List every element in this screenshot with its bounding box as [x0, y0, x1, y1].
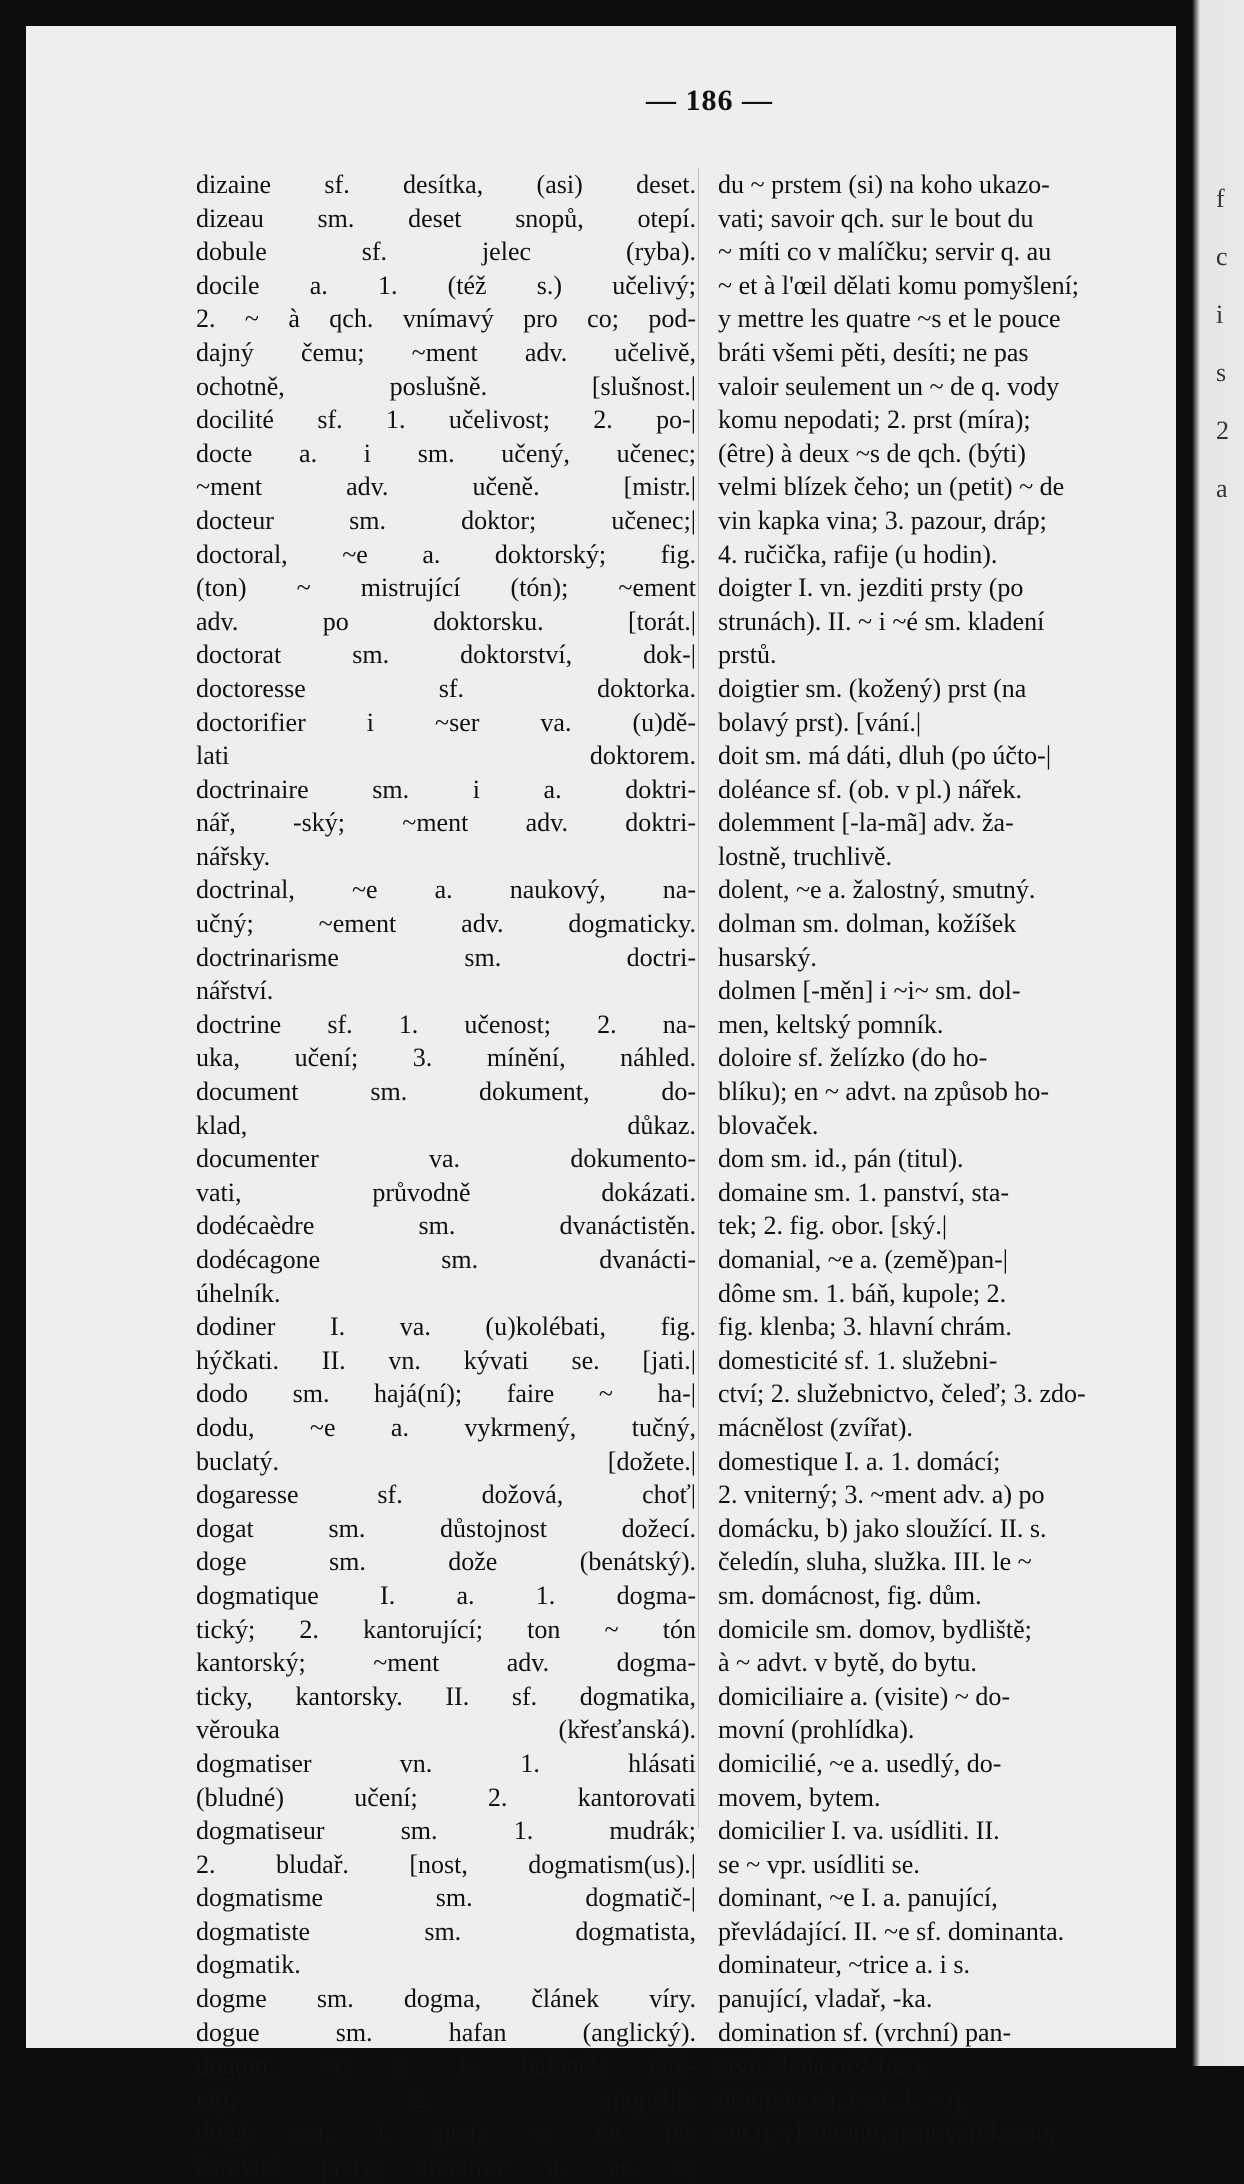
dictionary-line: doigtier sm. (kožený) prst (na — [718, 673, 1027, 703]
next-page-fragment: 2 — [1216, 416, 1229, 445]
dictionary-line: buclatý. [dožete.| — [196, 1446, 696, 1476]
dictionary-line: dôme sm. 1. báň, kupole; 2. — [718, 1278, 1007, 1308]
dictionary-line: ~ment adv. učeně. [mistr.| — [196, 472, 696, 502]
dictionary-line: dajný čemu; ~ment adv. učelivě, — [196, 337, 696, 367]
dictionary-line: husarský. — [718, 942, 817, 972]
dictionary-line: doctoral, ~e a. doktorský; fig. — [196, 539, 696, 569]
dictionary-line: bolavý prst). [vání.| — [718, 707, 922, 737]
right-column — [696, 168, 1218, 2150]
dictionary-line: sur q. vládnouti, panovati komu; — [718, 2118, 1056, 2148]
dictionary-line: doigter I. vn. jezditi prsty (po — [718, 573, 1024, 603]
dictionary-line: du ~ prstem (si) na koho ukazo- — [718, 170, 1050, 199]
dictionary-line: dizeau sm. deset snopů, otepí. — [196, 203, 696, 233]
dictionary-line: prstů. — [718, 640, 777, 670]
dictionary-line: hýčkati. II. vn. kývati se. [jati.| — [196, 1345, 696, 1375]
dictionary-line: document sm. dokument, do- — [196, 1077, 696, 1107]
dictionary-line: dominant, ~e I. a. panující, — [718, 1883, 998, 1913]
dictionary-line: à ~ advt. v bytě, do bytu. — [718, 1648, 977, 1678]
dictionary-line: dogme sm. dogma, článek víry. — [196, 1984, 696, 2014]
dictionary-line: domesticité sf. 1. služebni- — [718, 1345, 998, 1375]
dictionary-line: tický; 2. kantorující; ton ~ tón — [196, 1614, 696, 1644]
dictionary-line: dolemment [-la-mã] adv. ža- — [718, 808, 1014, 838]
dictionary-line: dolent, ~e a. žalostný, smutný. — [718, 875, 1036, 905]
dictionary-line: uka, učení; 3. mínění, náhled. — [196, 1043, 696, 1073]
dictionary-line: dogaresse sf. dožová, choť| — [196, 1480, 696, 1510]
dictionary-line: tek; 2. fig. obor. [ský.| — [718, 1211, 948, 1241]
next-page-fragments — [1216, 170, 1229, 518]
dictionary-line: dom sm. id., pán (titul). — [718, 1144, 964, 1174]
dictionary-line: dogue sm. hafan (anglický). — [196, 2017, 696, 2047]
next-page-fragment: c — [1216, 242, 1228, 271]
dictionary-page — [26, 26, 1176, 2182]
dictionary-line: 2. ~ à qch. vnímavý pro co; pod- — [196, 304, 696, 334]
next-page-edge — [1186, 0, 1244, 2066]
dictionary-line: docteur sm. doktor; učenec;| — [196, 505, 696, 535]
page-number: — 186 — — [646, 84, 773, 117]
dictionary-line: komu nepodati; 2. prst (míra); — [718, 405, 1031, 435]
dictionary-line: bráti všemi pěti, desíti; ne pas — [718, 337, 1029, 367]
dictionary-line: strunách). II. ~ i ~é sm. kladení — [718, 606, 1045, 636]
dictionary-line: ctví; 2. služebnictvo, čeleď; 3. zdo- — [718, 1379, 1086, 1409]
dictionary-line: dogmatique I. a. 1. dogma- — [196, 1580, 696, 1610]
dictionary-line: ství, vláda (též fig.). — [718, 2051, 928, 2081]
dictionary-line: úhelník. — [196, 1278, 281, 1308]
dictionary-line: doctrine sf. 1. učenost; 2. na- — [196, 1009, 696, 1039]
dictionary-line: lostně, truchlivě. — [718, 841, 893, 871]
dictionary-line: doloire sf. želízko (do ho- — [718, 1043, 988, 1073]
dictionary-line: docte a. i sm. učený, učenec; — [196, 438, 696, 468]
dictionary-line: dobule sf. jelec (ryba). — [196, 237, 696, 267]
dictionary-line: dodu, ~e a. vykrmený, tučný, — [196, 1412, 696, 1442]
dictionary-line: sm. domácnost, fig. dům. — [718, 1580, 982, 1610]
dictionary-line: documenter va. dokumento- — [196, 1144, 696, 1174]
dictionary-line: (ton) ~ mistrující (tón); ~ement — [196, 573, 696, 603]
dictionary-line: doctrinaire sm. i a. doktri- — [196, 774, 696, 804]
dictionary-line: (être) à deux ~s de qch. (býti) — [718, 438, 1026, 468]
dictionary-line: velmi blízek čeho; un (petit) ~ de — [718, 472, 1065, 502]
dictionary-line: vati; savoir qch. sur le bout du — [718, 203, 1034, 233]
dictionary-line: se ~ vpr. usídliti se. — [718, 1849, 920, 1879]
dictionary-line: mácnělost (zvířat). — [718, 1412, 913, 1442]
dictionary-line: 4. ručička, rafije (u hodin). — [718, 539, 998, 569]
dictionary-line: movem, bytem. — [718, 1782, 881, 1812]
dictionary-line: doctrinarisme sm. doctri- — [196, 942, 696, 972]
dictionary-line: dogmatisme sm. dogmatič-| — [196, 1883, 696, 1913]
dictionary-line: domination sf. (vrchní) pan- — [718, 2017, 1012, 2047]
next-page-fragment: f — [1216, 184, 1225, 213]
dictionary-line: dodécaèdre sm. dvanáctistěn. — [196, 1211, 696, 1241]
dictionary-line: y mettre les quatre ~s et le pouce — [718, 304, 1061, 334]
dictionary-line: blíku); en ~ advt. na způsob ho- — [718, 1077, 1050, 1107]
dictionary-line: doctorifier i ~ser va. (u)dě- — [196, 707, 696, 737]
dictionary-line: kantorský; ~ment adv. dogma- — [196, 1648, 696, 1678]
dictionary-line: adv. po doktorsku. [torát.| — [196, 606, 696, 636]
dictionary-line: doctorat sm. doktorství, dok-| — [196, 640, 696, 670]
dictionary-line: domicilié, ~e a. usedlý, do- — [718, 1748, 1002, 1778]
dictionary-line: dogat sm. důstojnost dožecí. — [196, 1513, 696, 1543]
dictionary-line: ticky, kantorsky. II. sf. dogmatika, — [196, 1681, 696, 1711]
dictionary-line: valoir seulement un ~ de q. vody — [718, 371, 1060, 401]
dictionary-line: dodécagone sm. dvanácti- — [196, 1245, 696, 1274]
dictionary-line: vati, průvodně dokázati. — [196, 1177, 696, 1207]
dictionary-line: dogmatiser vn. 1. hlásati — [196, 1748, 696, 1778]
dictionary-line: movní (prohlídka). — [718, 1715, 915, 1745]
dictionary-line: dominateur, ~trice a. i s. — [718, 1950, 971, 1980]
left-column — [196, 168, 696, 2184]
dictionary-line: domicile sm. domov, bydliště; — [718, 1614, 1032, 1644]
dictionary-line: domestique I. a. 1. domácí; — [718, 1446, 1001, 1476]
dictionary-line: docile a. 1. (též s.) učelivý; — [196, 270, 696, 300]
dictionary-line: doléance sf. (ob. v pl.) nářek. — [718, 774, 1022, 804]
dictionary-line: 2. vniterný; 3. ~ment adv. a) po — [718, 1480, 1045, 1510]
dictionary-line: učný; ~ement adv. dogmaticky. — [196, 909, 696, 939]
dictionary-line: čeledín, sluha, služka. III. le ~ — [718, 1547, 1032, 1577]
dictionary-line: docilité sf. 1. učelivost; 2. po-| — [196, 405, 696, 435]
dictionary-line: lati doktorem. — [196, 741, 696, 771]
dictionary-line: věrouka (křesťanská). — [196, 1715, 696, 1745]
dictionary-line: dolman sm. dolman, kožíšek — [718, 909, 1017, 939]
dictionary-line: dizaine sf. desítka, (asi) deset. — [196, 170, 696, 199]
next-page-fragment: a — [1216, 474, 1228, 503]
dictionary-line: ně); 2. mopslík. — [196, 2084, 696, 2114]
dictionary-line: nářsky. — [196, 841, 271, 871]
dictionary-line: ~ míti co v malíčku; servir q. au — [718, 237, 1052, 267]
dictionary-line: domanial, ~e a. (země)pan-| — [718, 1245, 1008, 1274]
next-page-fragment: i — [1216, 300, 1224, 329]
dictionary-line: dogmatiste sm. dogmatista, — [196, 1916, 696, 1946]
dictionary-line: dogmatiseur sm. 1. mudrák; — [196, 1816, 696, 1846]
dictionary-line: dolmen [-měn] i ~i~ sm. dol- — [718, 976, 1021, 1006]
dictionary-line: nářství. — [196, 976, 274, 1006]
dictionary-line: dodo sm. hajá(ní); faire ~ ha-| — [196, 1379, 696, 1409]
dictionary-line: domácku, b) jako sloužící. II. s. — [718, 1513, 1047, 1543]
dictionary-line: domicilier I. va. usídliti. II. — [718, 1816, 1000, 1846]
dictionary-line: fig. klenba; 3. hlavní chrám. — [718, 1312, 1012, 1342]
dictionary-line: ochotně, poslušně. [slušnost.| — [196, 371, 696, 401]
dictionary-line: doge sm. dože (benátský). — [196, 1547, 696, 1577]
dictionary-line: dodiner I. va. (u)kolébati, fig. — [196, 1312, 696, 1342]
dictionary-line: dogmatik. — [196, 1950, 301, 1980]
dictionary-line: blovaček. — [718, 1110, 819, 1140]
dictionary-line: 2. bludař. [nost, dogmatism(us).| — [196, 1849, 696, 1879]
dictionary-line: doigt sm. 1. prst; ~s de fée — [196, 2118, 696, 2148]
dictionary-line: domiciliaire a. (visite) ~ do- — [718, 1681, 1011, 1711]
dictionary-line: doguin, ~e s. 1. hafánek (ště- — [196, 2051, 696, 2081]
dictionary-line: men, keltský pomník. — [718, 1009, 944, 1039]
next-page-fragment: s — [1216, 358, 1227, 387]
dictionary-line: doctoresse sf. doktorka. — [196, 673, 696, 703]
dictionary-line: převládající. II. ~e sf. dominanta. — [718, 1916, 1065, 1946]
dictionary-line: (bludné) učení; 2. kantorovati — [196, 1782, 696, 1812]
dictionary-line: domaine sm. 1. panství, sta- — [718, 1177, 1010, 1207]
dictionary-line: ~ et à l'œil dělati komu pomyšlení; — [718, 270, 1080, 300]
dictionary-line: nář, -ský; ~ment adv. doktri- — [196, 808, 696, 838]
dictionary-line: vin kapka vina; 3. pazour, dráp; — [718, 505, 1047, 535]
dictionary-line: panující, vladař, -ka. — [718, 1984, 933, 2014]
dictionary-line: klad, důkaz. — [196, 1110, 696, 1140]
dictionary-line: doit sm. má dáti, dluh (po účto-| — [718, 741, 1052, 771]
dictionary-line: čarovné prsty; montrer q. au ~, — [196, 2152, 696, 2182]
dictionary-line: doctrinal, ~e a. naukový, na- — [196, 875, 696, 905]
dictionary-line: dominer va. i vn. 1. ~ q. — [718, 2084, 968, 2114]
